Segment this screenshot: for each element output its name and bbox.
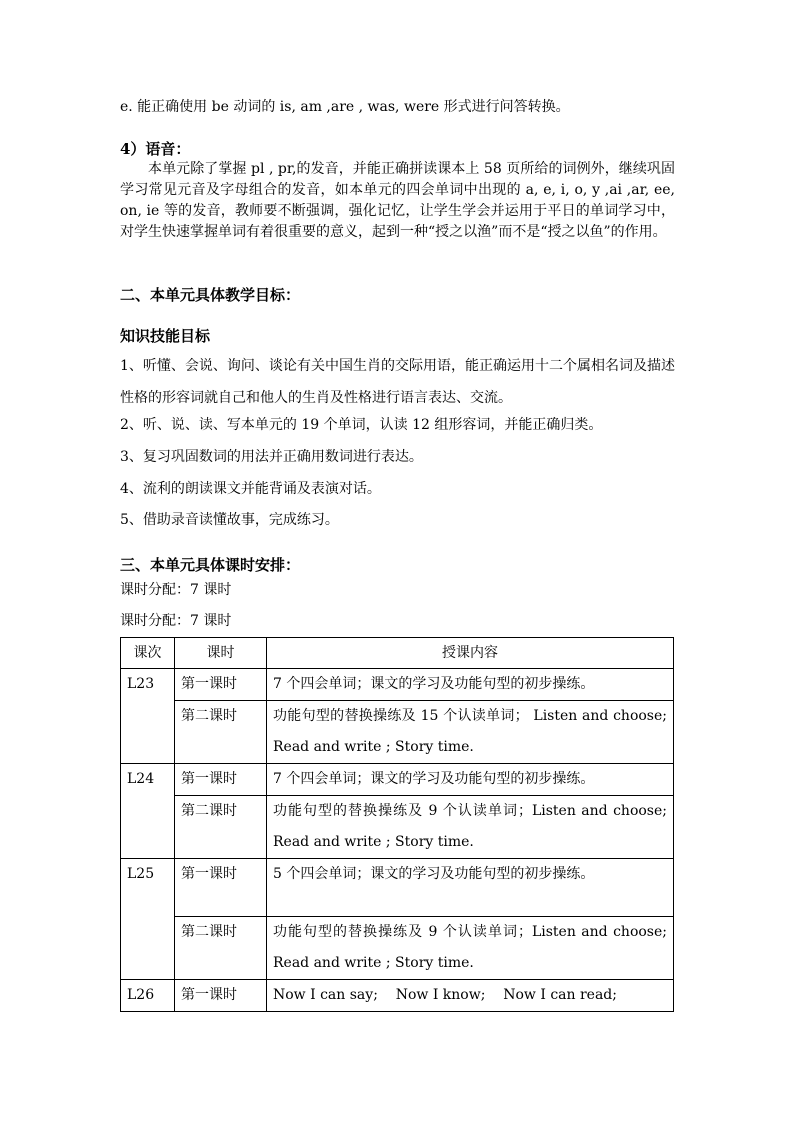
goal-item-4: 4、流利的朗读课文并能背诵及表演对话。 <box>120 481 381 497</box>
content-cell: 功能句型的替换操练及 9 个认读单词；Listen and choose; Read and write ; Story time. <box>267 796 674 859</box>
period-cell: 第一课时 <box>175 764 267 796</box>
goal-item-1: 1、听懂、会说、询问、谈论有关中国生肖的交际用语，能正确运用十二个属相名词及描述性格的形容词就自己和他人的生肖及性格进行语言表达、交流。 <box>120 358 675 406</box>
phonetics-heading: 4）语音： <box>120 140 191 158</box>
lesson-cell: L24 <box>121 764 175 859</box>
header-period: 课时 <box>175 638 267 669</box>
period-cell: 第一课时 <box>175 859 267 917</box>
content-cell: 功能句型的替换操练及 15 个认读单词； Listen and choose; Read and write ; Story time. <box>267 701 674 764</box>
lesson-cell: L23 <box>121 669 175 764</box>
objective-e-text: e. 能正确使用 be 动词的 is, am ,are , was, were 形式进行问答转换。 <box>120 99 570 115</box>
content-cell: 功能句型的替换操练及 9 个认读单词；Listen and choose; Read and write ; Story time. <box>267 917 674 980</box>
content-cell: Now I can say; Now I know; Now I can read; <box>267 980 674 1012</box>
phonetics-paragraph: 本单元除了掌握 pl , pr,的发音，并能正确拼读课本上 58 页所给的词例外，继续巩固学习常见元音及字母组合的发音，如本单元的四会单词中出现的 a, e, i, o, y ,ai ,ar, ee, on, ie 等的发音，教师要不断强调，强化记忆，让学生学会并运用于平日的单词学习中，对学生快速掌握单词有着很重要的意义，起到一种“授之以渔”而不是“授之以鱼”的作用。 <box>120 161 675 240</box>
table-row <box>121 701 674 764</box>
header-content: 授课内容 <box>267 638 674 669</box>
schedule-table <box>120 637 674 1012</box>
goal-item-5: 5、借助录音读懂故事，完成练习。 <box>120 512 339 528</box>
period-cell: 第二课时 <box>175 917 267 980</box>
lesson-cell: L26 <box>121 980 175 1012</box>
allocation-text-1: 课时分配：7 课时 <box>120 582 232 598</box>
content-cell: 7 个四会单词；课文的学习及功能句型的初步操练。 <box>267 669 674 701</box>
header-lesson: 课次 <box>121 638 175 669</box>
content-cell: 7 个四会单词；课文的学习及功能句型的初步操练。 <box>267 764 674 796</box>
period-cell: 第一课时 <box>175 980 267 1012</box>
goal-item-3: 3、复习巩固数词的用法并正确用数词进行表达。 <box>120 449 423 465</box>
table-row <box>121 764 674 796</box>
table-row <box>121 859 674 917</box>
goal-item-2: 2、听、说、读、写本单元的 19 个单词，认读 12 组形容词，并能正确归类。 <box>120 417 603 433</box>
table-row <box>121 980 674 1012</box>
allocation-text-2: 课时分配：7 课时 <box>120 613 232 629</box>
content-cell: 5 个四会单词；课文的学习及功能句型的初步操练。 <box>267 859 674 917</box>
section-two-heading: 二、本单元具体教学目标： <box>120 286 301 304</box>
table-header-row <box>121 638 674 669</box>
knowledge-skill-heading: 知识技能目标 <box>120 327 211 345</box>
table-row <box>121 796 674 859</box>
period-cell: 第二课时 <box>175 796 267 859</box>
table-row <box>121 669 674 701</box>
period-cell: 第二课时 <box>175 701 267 764</box>
section-three-heading: 三、本单元具体课时安排： <box>120 556 301 574</box>
period-cell: 第一课时 <box>175 669 267 701</box>
table-row <box>121 917 674 980</box>
lesson-cell: L25 <box>121 859 175 980</box>
